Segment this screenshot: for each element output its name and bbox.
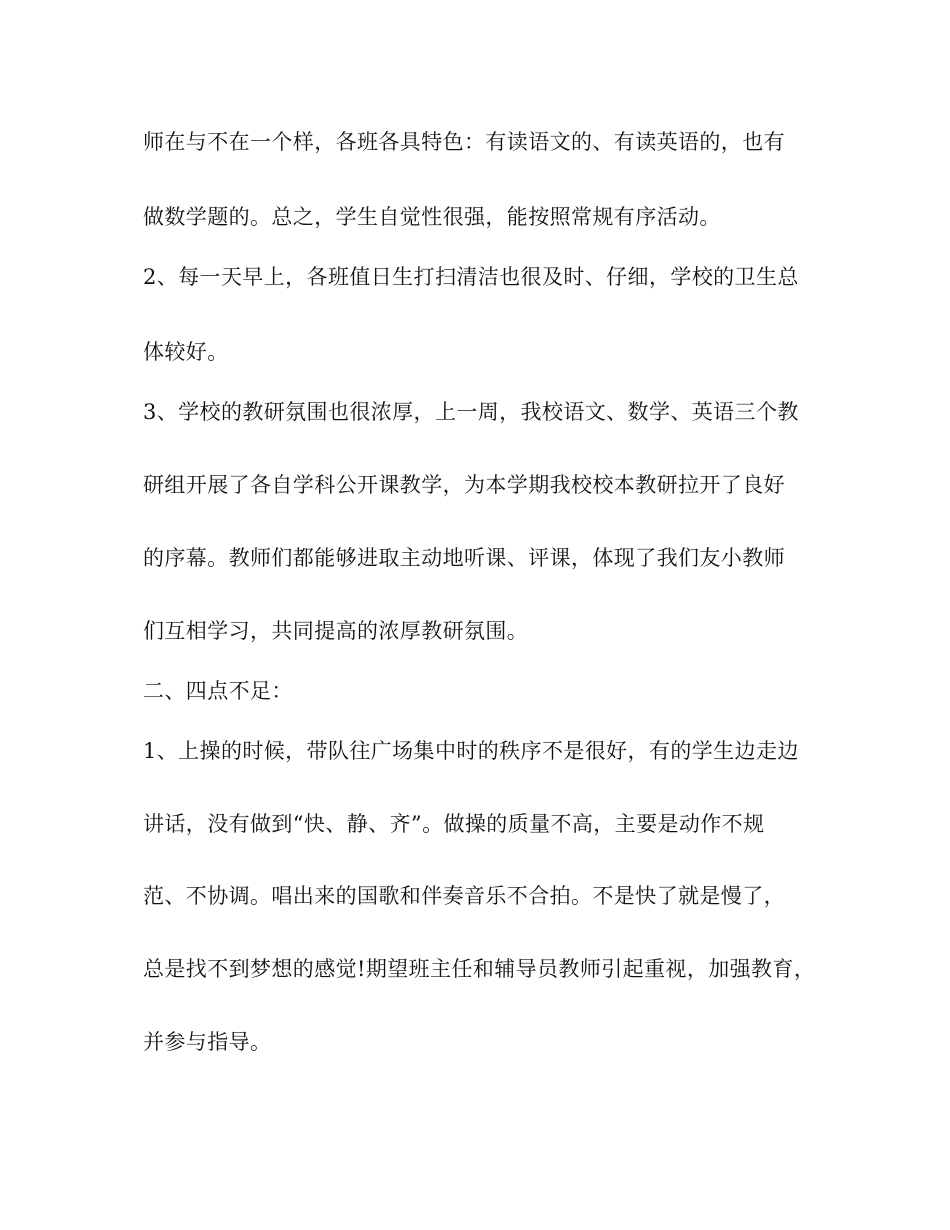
text-line-7: 的序幕。教师们都能够进取主动地听课、评课，体现了我们友小教师 bbox=[143, 546, 785, 570]
text-line-11: 讲话，没有做到“快、静、齐”。做操的质量不高，主要是动作不规 bbox=[143, 812, 765, 836]
text-line-14: 并参与指导。 bbox=[143, 1030, 272, 1054]
text-line-13: 总是找不到梦想的感觉!期望班主任和辅导员教师引起重视，加强教育， bbox=[143, 957, 816, 981]
text-line-4: 体较好。 bbox=[143, 340, 229, 364]
text-line-5: 3、学校的教研氛围也很浓厚，上一周，我校语文、数学、英语三个教 bbox=[143, 400, 799, 424]
text-line-8: 们互相学习，共同提高的浓厚教研氛围。 bbox=[143, 619, 529, 643]
text-line-2: 做数学题的。总之，学生自觉性很强，能按照常规有序活动。 bbox=[143, 205, 721, 229]
text-line-6: 研组开展了各自学科公开课教学，为本学期我校校本教研拉开了良好 bbox=[143, 473, 785, 497]
section-heading: 二、四点不足： bbox=[143, 679, 293, 703]
text-line-3: 2、每一天早上，各班值日生打扫清洁也很及时、仔细，学校的卫生总 bbox=[143, 265, 799, 289]
text-line-12: 范、不协调。唱出来的国歌和伴奏音乐不合拍。不是快了就是慢了， bbox=[143, 884, 785, 908]
text-line-10: 1、上操的时候，带队往广场集中时的秩序不是很好，有的学生边走边 bbox=[143, 739, 799, 763]
text-line-1: 师在与不在一个样，各班各具特色：有读语文的、有读英语的，也有 bbox=[143, 130, 785, 154]
